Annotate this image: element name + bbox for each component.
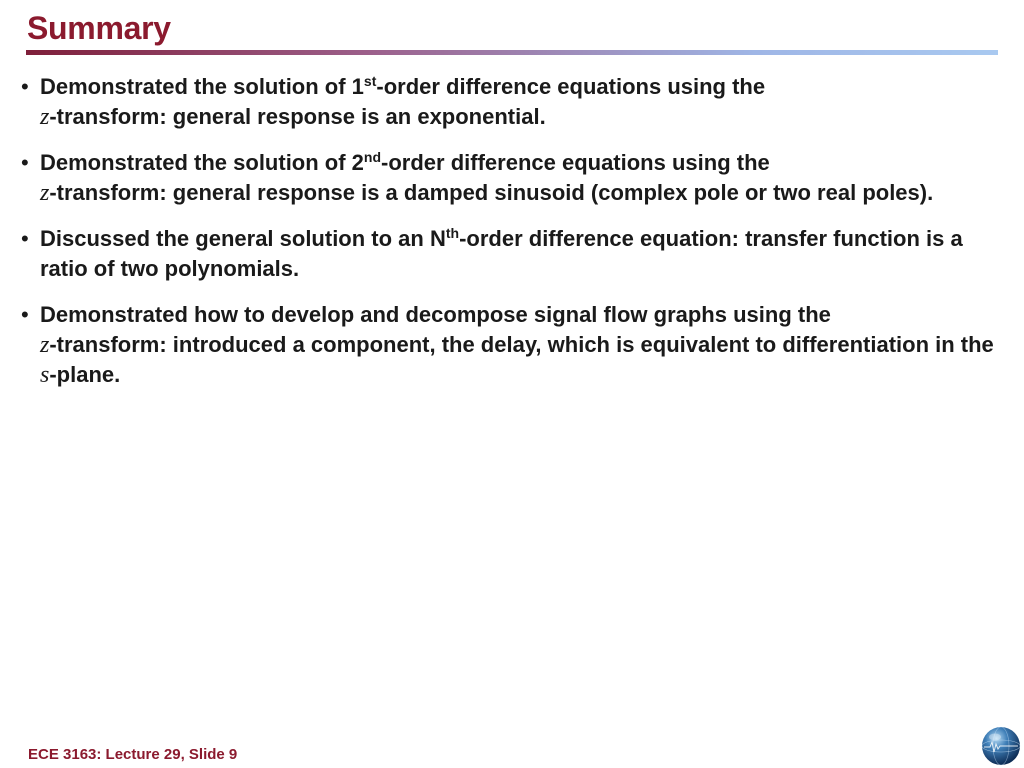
bullet-text: Demonstrated how to develop and decompose signal flow graphs using the (40, 302, 831, 327)
ordinal-superscript: nd (363, 149, 382, 165)
bullet-text: -transform: general response is an exponential. (49, 104, 546, 129)
title-divider (26, 50, 998, 55)
math-variable: z (40, 104, 50, 130)
bullet-text: Discussed the general solution to an N (40, 226, 446, 251)
globe-icon (981, 726, 1021, 766)
bullet-list (20, 72, 1005, 406)
slide-title: Summary (27, 10, 171, 46)
slide-footer: ECE 3163: Lecture 29, Slide 9 (28, 746, 238, 763)
bullet-marker: • (21, 74, 29, 99)
bullet-text: -order difference equations using the (376, 74, 766, 99)
math-variable: z (40, 332, 50, 358)
bullet-item-first-order (20, 72, 1005, 132)
bullet-marker: • (21, 226, 29, 251)
bullet-text: -plane. (49, 362, 121, 387)
math-variable: z (40, 180, 50, 206)
math-variable: s (40, 362, 50, 388)
bullet-text: -transform: general response is a damped sinusoid (complex pole or two real poles). (49, 180, 934, 205)
bullet-marker: • (21, 150, 29, 175)
ordinal-superscript: th (445, 225, 460, 241)
bullet-text: -order difference equations using the (381, 150, 770, 175)
ordinal-superscript: st (363, 73, 377, 89)
bullet-item-second-order (20, 148, 1005, 208)
bullet-item-nth-order (20, 224, 1005, 284)
bullet-item-signal-flow-graphs (20, 300, 1005, 390)
bullet-text: -transform: introduced a component, the delay, which is equivalent to differentiation in the (49, 332, 994, 357)
bullet-text: Demonstrated the solution of 1 (40, 74, 364, 99)
bullet-text: Demonstrated the solution of 2 (40, 150, 364, 175)
bullet-text: -order difference equation: transfer function is a ratio of two polynomials. (40, 226, 963, 281)
bullet-marker: • (21, 302, 29, 327)
